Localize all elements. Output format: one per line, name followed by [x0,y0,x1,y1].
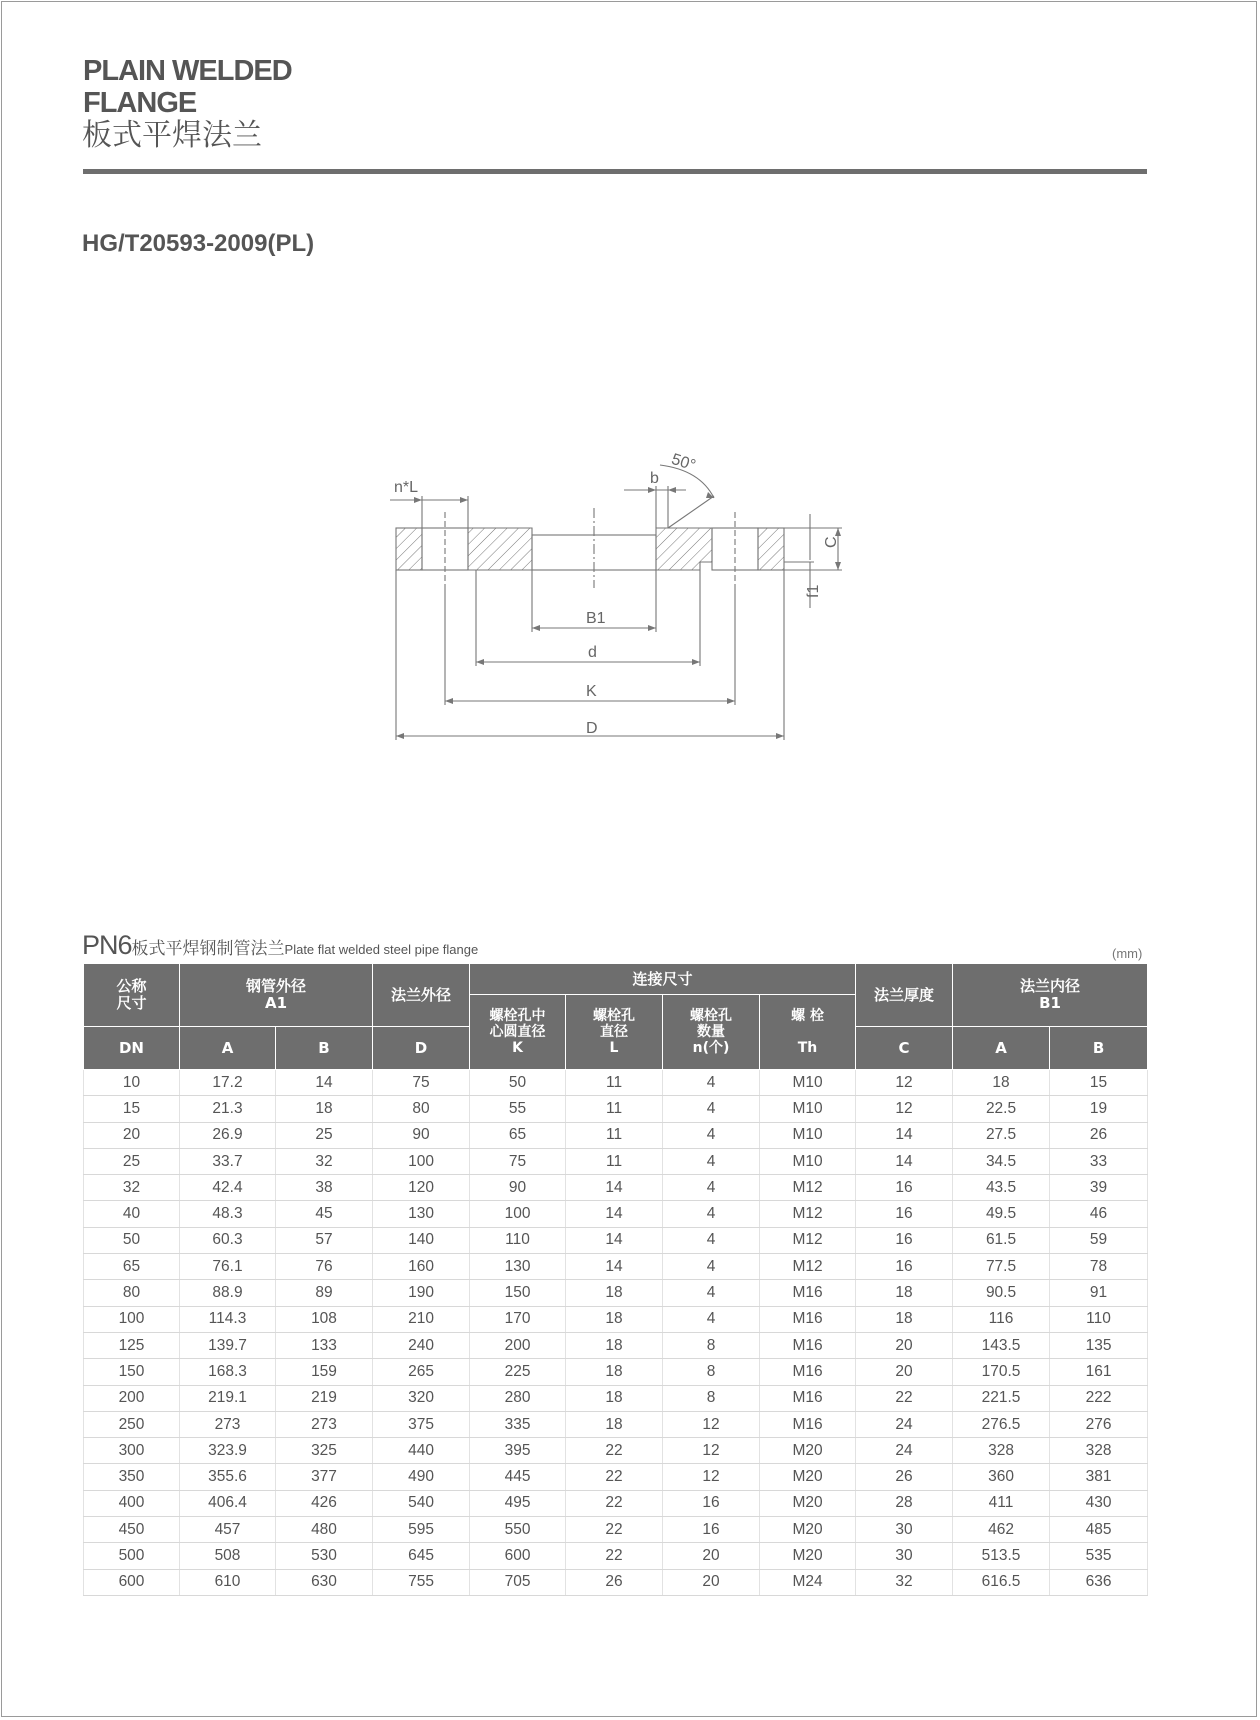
table-cell: 219 [276,1385,373,1411]
table-row [84,1464,1148,1490]
table-cell: M16 [760,1359,856,1385]
table-cell: 32 [84,1175,180,1201]
label-b: b [650,470,659,487]
table-cell: 445 [470,1464,566,1490]
table-cell: 325 [276,1438,373,1464]
table-cell: 46 [1050,1201,1148,1227]
table-cell: M16 [760,1280,856,1306]
table-cell: 24 [856,1411,953,1437]
table-row [84,1280,1148,1306]
unit-label: (mm) [1112,946,1143,961]
table-cell: 600 [84,1569,180,1595]
table-cell: 26 [566,1569,663,1595]
table-cell: 100 [373,1148,470,1174]
table-cell: 273 [180,1411,276,1437]
table-cell: 100 [84,1306,180,1332]
table-cell: 530 [276,1543,373,1569]
table-cell: 595 [373,1517,470,1543]
table-cell: 25 [276,1122,373,1148]
table-cell: 4 [663,1096,760,1122]
table-cell: 61.5 [953,1227,1050,1253]
table-cell: 27.5 [953,1122,1050,1148]
table-cell: M10 [760,1070,856,1096]
table-cell: 335 [470,1411,566,1437]
table-cell: 125 [84,1332,180,1358]
header-bolt-count: 螺栓孔 数量 n(个) [663,995,760,1070]
table-cell: 14 [566,1175,663,1201]
page-title-en [83,55,292,119]
table-cell: 300 [84,1438,180,1464]
table-cell: 14 [566,1254,663,1280]
table-cell: 12 [856,1070,953,1096]
table-row [84,1306,1148,1332]
table-cell: 108 [276,1306,373,1332]
table-cell: 600 [470,1543,566,1569]
table-row [84,1201,1148,1227]
header-nominal: 公称 尺寸 [84,964,180,1027]
table-cell: 4 [663,1227,760,1253]
table-cell: 18 [566,1385,663,1411]
table-row [84,1070,1148,1096]
table-cell: 381 [1050,1464,1148,1490]
table-cell: 25 [84,1148,180,1174]
table-cell: 440 [373,1438,470,1464]
table-cell: 11 [566,1096,663,1122]
table-cell: 130 [373,1201,470,1227]
table-cell: 240 [373,1332,470,1358]
table-cell: 457 [180,1517,276,1543]
table-cell: 8 [663,1359,760,1385]
table-cell: 150 [84,1359,180,1385]
label-f1: f1 [805,584,822,598]
table-cell: M16 [760,1385,856,1411]
header-thickness: 法兰厚度 [856,964,953,1027]
table-cell: 276.5 [953,1411,1050,1437]
table-cell: 90 [373,1122,470,1148]
label-b1: B1 [586,610,606,627]
header-flange-od: 法兰外径 [373,964,470,1027]
table-row [84,1227,1148,1253]
table-cell: 645 [373,1543,470,1569]
header-a: A [180,1027,276,1070]
title-line-1: PLAIN WELDED [83,55,292,87]
table-cell: 450 [84,1517,180,1543]
table-cell: 350 [84,1464,180,1490]
table-cell: 57 [276,1227,373,1253]
table-cell: 150 [470,1280,566,1306]
table-cell: 375 [373,1411,470,1437]
table-cell: M12 [760,1175,856,1201]
header-a2: A [953,1027,1050,1070]
table-cell: 18 [566,1359,663,1385]
label-c: C [823,536,840,548]
table-cell: 4 [663,1148,760,1174]
table-cell: 630 [276,1569,373,1595]
table-cell: 22 [566,1517,663,1543]
table-cell: 22 [566,1438,663,1464]
label-d: d [588,644,597,661]
table-row [84,1332,1148,1358]
table-cell: 222 [1050,1385,1148,1411]
table-cell: 8 [663,1332,760,1358]
table-cell: 89 [276,1280,373,1306]
table-cell: 16 [663,1517,760,1543]
table-cell: 33 [1050,1148,1148,1174]
table-cell: 91 [1050,1280,1148,1306]
table-cell: 18 [276,1096,373,1122]
table-cell: 18 [953,1070,1050,1096]
table-cell: 485 [1050,1517,1148,1543]
table-cell: 20 [84,1122,180,1148]
table-cell: 143.5 [953,1332,1050,1358]
header-inner-dia: 法兰内径 B1 [953,964,1148,1027]
table-cell: 28 [856,1490,953,1516]
table-cell: M10 [760,1148,856,1174]
table-cell: 508 [180,1543,276,1569]
table-cell: 328 [953,1438,1050,1464]
table-cell: 90.5 [953,1280,1050,1306]
table-cell: 4 [663,1201,760,1227]
table-cell: 20 [663,1543,760,1569]
table-cell: 30 [856,1517,953,1543]
table-cell: 540 [373,1490,470,1516]
table-cell: 210 [373,1306,470,1332]
table-cell: 30 [856,1543,953,1569]
table-cell: 430 [1050,1490,1148,1516]
table-cell: 26 [856,1464,953,1490]
table-cell: 395 [470,1438,566,1464]
table-cell: 377 [276,1464,373,1490]
table-row [84,1543,1148,1569]
table-cell: 11 [566,1070,663,1096]
table-cell: M24 [760,1569,856,1595]
table-cell: M20 [760,1543,856,1569]
table-cell: 250 [84,1411,180,1437]
table-cell: 426 [276,1490,373,1516]
table-cell: 400 [84,1490,180,1516]
header-connection: 连接尺寸 [470,964,856,995]
flange-drawing [380,440,920,760]
table-cell: 221.5 [953,1385,1050,1411]
table-cell: 225 [470,1359,566,1385]
table-cell: 90 [470,1175,566,1201]
table-cell: 406.4 [180,1490,276,1516]
table-cell: 636 [1050,1569,1148,1595]
table-title-pn: PN6 [82,930,132,960]
table-cell: 16 [856,1175,953,1201]
table-cell: M16 [760,1306,856,1332]
table-cell: 22 [566,1543,663,1569]
table-cell: 4 [663,1122,760,1148]
table-cell: 265 [373,1359,470,1385]
table-row [84,1122,1148,1148]
label-k: K [586,683,597,700]
table-cell: 116 [953,1306,1050,1332]
table-row [84,1359,1148,1385]
table-cell: 15 [84,1096,180,1122]
table-cell: 462 [953,1517,1050,1543]
table-cell: 200 [470,1332,566,1358]
table-cell: 45 [276,1201,373,1227]
table-cell: 43.5 [953,1175,1050,1201]
label-angle: 50° [669,450,698,475]
table-cell: 610 [180,1569,276,1595]
table-cell: 22.5 [953,1096,1050,1122]
table-cell: 39 [1050,1175,1148,1201]
flange-section-left-outer [396,528,422,570]
table-cell: 140 [373,1227,470,1253]
table-title [82,930,478,961]
table-cell: 280 [470,1385,566,1411]
table-cell: M20 [760,1464,856,1490]
table-cell: 21.3 [180,1096,276,1122]
table-cell: 110 [470,1227,566,1253]
table-cell: 170.5 [953,1359,1050,1385]
table-cell: 320 [373,1385,470,1411]
table-cell: 276 [1050,1411,1148,1437]
table-cell: 14 [856,1148,953,1174]
table-cell: M12 [760,1201,856,1227]
table-cell: 12 [856,1096,953,1122]
table-cell: 16 [856,1254,953,1280]
page-title-cn: 板式平焊法兰 [82,118,262,153]
table-cell: 32 [276,1148,373,1174]
table-cell: 4 [663,1280,760,1306]
table-cell: 22 [566,1464,663,1490]
title-divider [83,169,1147,174]
table-cell: 14 [276,1070,373,1096]
table-cell: 32 [856,1569,953,1595]
table-cell: 18 [566,1332,663,1358]
table-cell: 8 [663,1385,760,1411]
table-cell: 4 [663,1306,760,1332]
table-cell: 159 [276,1359,373,1385]
table-cell: 80 [84,1280,180,1306]
table-cell: 110 [1050,1306,1148,1332]
table-row [84,1254,1148,1280]
table-cell: 273 [276,1411,373,1437]
table-cell: 77.5 [953,1254,1050,1280]
table-cell: 26 [1050,1122,1148,1148]
table-cell: 11 [566,1122,663,1148]
table-row [84,1175,1148,1201]
table-cell: 18 [856,1306,953,1332]
table-cell: 100 [470,1201,566,1227]
table-cell: 160 [373,1254,470,1280]
table-cell: 48.3 [180,1201,276,1227]
table-cell: M20 [760,1490,856,1516]
table-cell: 33.7 [180,1148,276,1174]
table-cell: 76.1 [180,1254,276,1280]
table-cell: 38 [276,1175,373,1201]
header-bolt: 螺 栓 Th [760,995,856,1070]
table-cell: 10 [84,1070,180,1096]
table-cell: 65 [84,1254,180,1280]
header-b2: B [1050,1027,1148,1070]
table-cell: 161 [1050,1359,1148,1385]
table-cell: 328 [1050,1438,1148,1464]
table-cell: 360 [953,1464,1050,1490]
table-cell: 755 [373,1569,470,1595]
table-cell: 22 [566,1490,663,1516]
table-cell: 120 [373,1175,470,1201]
table-cell: 168.3 [180,1359,276,1385]
table-cell: 49.5 [953,1201,1050,1227]
table-cell: M16 [760,1332,856,1358]
flange-spec-table [83,963,1148,1596]
table-cell: 14 [856,1122,953,1148]
table-cell: 355.6 [180,1464,276,1490]
table-cell: M12 [760,1254,856,1280]
table-cell: 12 [663,1464,760,1490]
table-cell: 170 [470,1306,566,1332]
table-cell: 18 [566,1280,663,1306]
table-cell: 50 [470,1070,566,1096]
table-cell: 19 [1050,1096,1148,1122]
table-cell: 616.5 [953,1569,1050,1595]
table-cell: 22 [856,1385,953,1411]
table-cell: M20 [760,1517,856,1543]
header-d: D [373,1027,470,1070]
table-cell: 42.4 [180,1175,276,1201]
table-cell: 16 [663,1490,760,1516]
table-cell: 139.7 [180,1332,276,1358]
table-cell: M16 [760,1411,856,1437]
table-cell: M12 [760,1227,856,1253]
table-row [84,1490,1148,1516]
table-cell: M10 [760,1096,856,1122]
table-cell: 11 [566,1148,663,1174]
table-cell: 34.5 [953,1148,1050,1174]
table-cell: 12 [663,1438,760,1464]
table-row [84,1438,1148,1464]
table-cell: 705 [470,1569,566,1595]
standard-code: HG/T20593-2009(PL) [82,230,315,257]
table-cell: 133 [276,1332,373,1358]
table-cell: 14 [566,1227,663,1253]
table-cell: 200 [84,1385,180,1411]
table-cell: 480 [276,1517,373,1543]
table-cell: 59 [1050,1227,1148,1253]
table-cell: 16 [856,1201,953,1227]
table-cell: 411 [953,1490,1050,1516]
table-cell: 75 [373,1070,470,1096]
table-cell: 4 [663,1254,760,1280]
table-cell: 80 [373,1096,470,1122]
table-cell: 500 [84,1543,180,1569]
table-row [84,1096,1148,1122]
table-cell: 323.9 [180,1438,276,1464]
table-cell: 20 [856,1332,953,1358]
table-cell: 4 [663,1175,760,1201]
table-row [84,1411,1148,1437]
table-cell: 50 [84,1227,180,1253]
table-row [84,1517,1148,1543]
table-cell: M20 [760,1438,856,1464]
table-cell: 17.2 [180,1070,276,1096]
table-cell: 535 [1050,1543,1148,1569]
table-cell: 88.9 [180,1280,276,1306]
table-cell: 550 [470,1517,566,1543]
table-cell: 60.3 [180,1227,276,1253]
table-cell: 20 [856,1359,953,1385]
table-cell: 190 [373,1280,470,1306]
table-cell: 495 [470,1490,566,1516]
header-c: C [856,1027,953,1070]
flange-section-right-outer [758,528,784,570]
table-cell: 40 [84,1201,180,1227]
table-cell: 114.3 [180,1306,276,1332]
table-cell: 513.5 [953,1543,1050,1569]
flange-section-left-inner [468,528,532,570]
table-row [84,1148,1148,1174]
table-cell: 18 [856,1280,953,1306]
table-title-en: Plate flat welded steel pipe flange [284,942,479,957]
label-D: D [586,720,598,737]
table-cell: 18 [566,1411,663,1437]
table-cell: 12 [663,1411,760,1437]
table-cell: 55 [470,1096,566,1122]
table-cell: 75 [470,1148,566,1174]
table-cell: 4 [663,1070,760,1096]
title-line-2: FLANGE [83,87,197,119]
header-b: B [276,1027,373,1070]
table-body [84,1070,1148,1596]
header-bolt-circle: 螺栓孔中 心圆直径 K [470,995,566,1070]
table-cell: 14 [566,1201,663,1227]
table-cell: 219.1 [180,1385,276,1411]
table-title-cn: 板式平焊钢制管法兰 [131,939,285,959]
table-cell: 15 [1050,1070,1148,1096]
table-cell: 65 [470,1122,566,1148]
table-cell: 16 [856,1227,953,1253]
header-bolt-hole: 螺栓孔 直径 L [566,995,663,1070]
table-cell: 20 [663,1569,760,1595]
table-cell: 18 [566,1306,663,1332]
table-cell: 130 [470,1254,566,1280]
label-nl: n*L [394,479,419,496]
flange-section-right-inner [656,528,712,570]
table-row [84,1569,1148,1595]
table-cell: M10 [760,1122,856,1148]
table-cell: 78 [1050,1254,1148,1280]
table-cell: 26.9 [180,1122,276,1148]
header-dn: DN [84,1027,180,1070]
table-cell: 24 [856,1438,953,1464]
header-pipe-od: 钢管外径 A1 [180,964,373,1027]
table-cell: 490 [373,1464,470,1490]
table-row [84,1385,1148,1411]
table-cell: 76 [276,1254,373,1280]
table-cell: 135 [1050,1332,1148,1358]
